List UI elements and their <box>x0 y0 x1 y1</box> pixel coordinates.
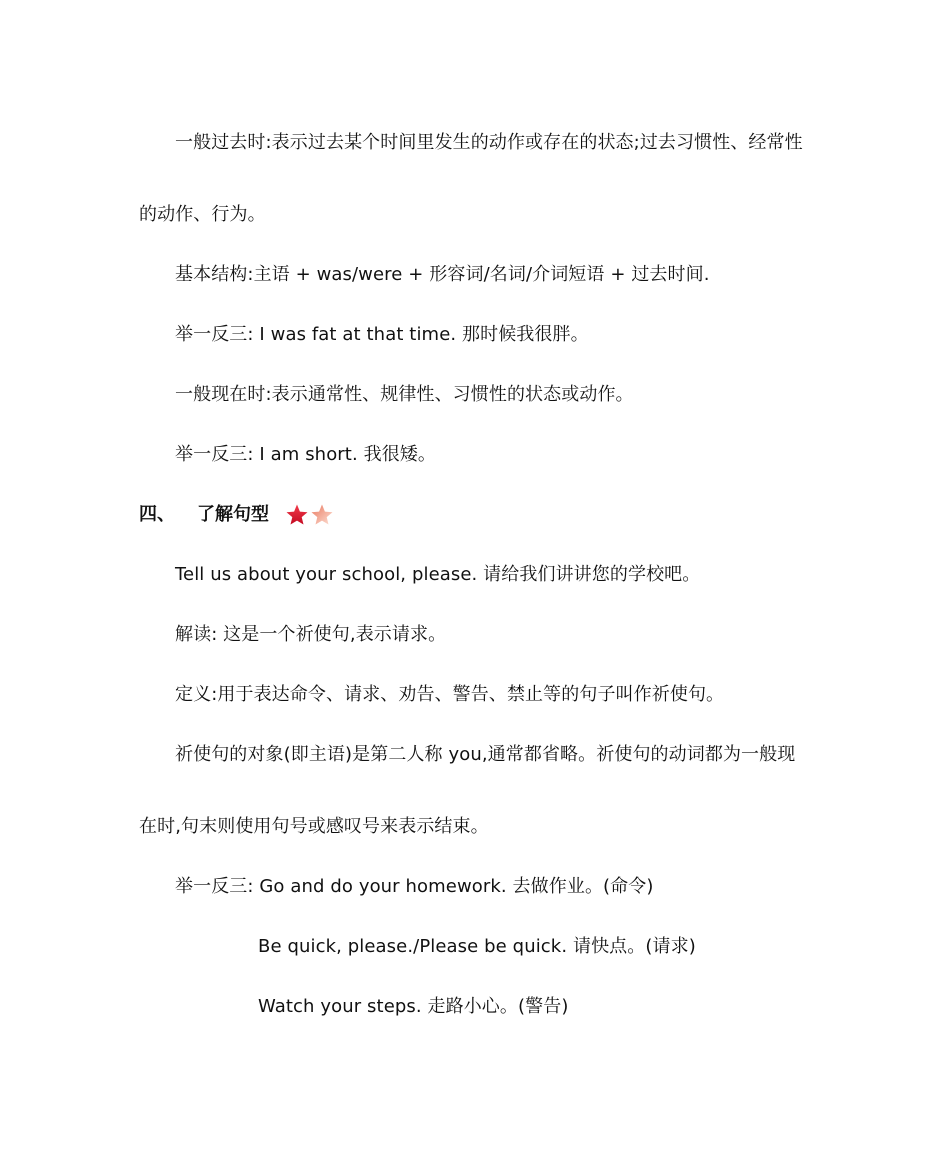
past-tense-definition-line-1: 一般过去时:表示过去某个时间里发生的动作或存在的状态;过去习惯性、经常性 <box>175 132 803 153</box>
example-past-tense: 举一反三: I was fat at that time. 那时候我很胖。 <box>175 324 589 345</box>
sample-sentence: Tell us about your school, please. 请给我们讲讲您的学校吧。 <box>175 564 701 585</box>
difficulty-rating <box>285 503 334 527</box>
imperative-subject-line-2: 在时,句末则使用句号或感叹号来表示结束。 <box>139 816 489 837</box>
present-tense-definition: 一般现在时:表示通常性、规律性、习惯性的状态或动作。 <box>175 384 634 405</box>
past-tense-definition-line-2: 的动作、行为。 <box>139 204 266 225</box>
star-filled-icon <box>285 503 309 527</box>
example-warning: Watch your steps. 走路小心。(警告) <box>258 996 569 1017</box>
imperative-definition: 定义:用于表达命令、请求、劝告、警告、禁止等的句子叫作祈使句。 <box>175 684 725 705</box>
section-number: 四、 <box>139 504 175 525</box>
imperative-subject-line-1: 祈使句的对象(即主语)是第二人称 you,通常都省略。祈使句的动词都为一般现 <box>175 744 796 765</box>
section-title: 了解句型 <box>197 504 269 525</box>
star-faded-icon <box>310 503 334 527</box>
example-command: 举一反三: Go and do your homework. 去做作业。(命令) <box>175 876 654 897</box>
basic-structure: 基本结构:主语 + was/were + 形容词/名词/介词短语 + 过去时间. <box>175 264 710 285</box>
example-present-tense: 举一反三: I am short. 我很矮。 <box>175 444 437 465</box>
example-request: Be quick, please./Please be quick. 请快点。(请求) <box>258 936 696 957</box>
explanation: 解读: 这是一个祈使句,表示请求。 <box>175 624 447 645</box>
section-heading <box>139 503 334 527</box>
